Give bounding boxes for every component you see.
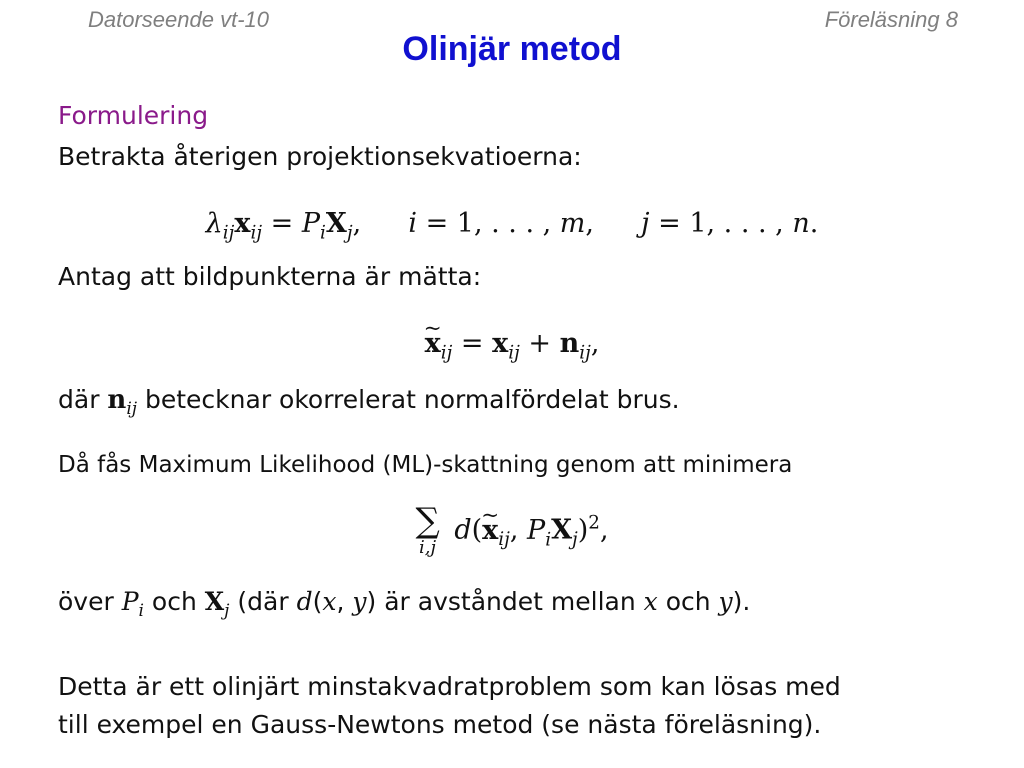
paragraph-ml: Då fås Maximum Likelihood (ML)-skattning genom att minimera <box>58 452 793 478</box>
slide-title: Olinjär metod <box>402 30 622 68</box>
p3-text-b: betecknar okorrelerat normalfördelat brus. <box>145 385 680 414</box>
section-heading: Formulering <box>58 101 209 130</box>
header-lecture: Föreläsning 8 <box>824 7 958 32</box>
paragraph-measured: Antag att bildpunkterna är mätta: <box>58 262 482 291</box>
equation-noise: ~ $x_{ij} = x_{ij} + n_{ij}$, <box>0 328 1024 363</box>
equation-projection: $\lambda_{ij}x_{ij} = P_iX_j$, i = 1, . . . , m, j = 1, . . . , n. <box>205 208 819 244</box>
conclusion-line-1: Detta är ett olinjärt minstakvadratproblem som kan lösas med <box>58 672 841 701</box>
p5-text-a: över <box>58 587 114 616</box>
paragraph-conclusion <box>58 668 841 744</box>
p3-text-a: där <box>58 385 100 414</box>
paragraph-noise: där $n_{ij}$ betecknar okorrelerat normalfördelat brus. <box>58 385 680 419</box>
p5-text-b: och <box>151 587 197 616</box>
p5-text-d: är avståndet mellan <box>384 587 636 616</box>
paragraph-over: över $P_i$ och $X_j$ (där d(x, y) är avståndet mellan x och y). <box>58 587 751 621</box>
p5-text-e: och <box>665 587 711 616</box>
header-course: Datorseende vt-10 <box>88 7 269 32</box>
equation-sum: ∑ i,j d(~ $x_{ij}$, $P_iX_j)^2$, <box>0 504 1024 558</box>
paragraph-intro: Betrakta återigen projektionsekvatioerna: <box>58 142 582 171</box>
p5-text-c: (där <box>237 587 289 616</box>
conclusion-line-2: till exempel en Gauss-Newtons metod (se nästa föreläsning). <box>58 710 822 739</box>
